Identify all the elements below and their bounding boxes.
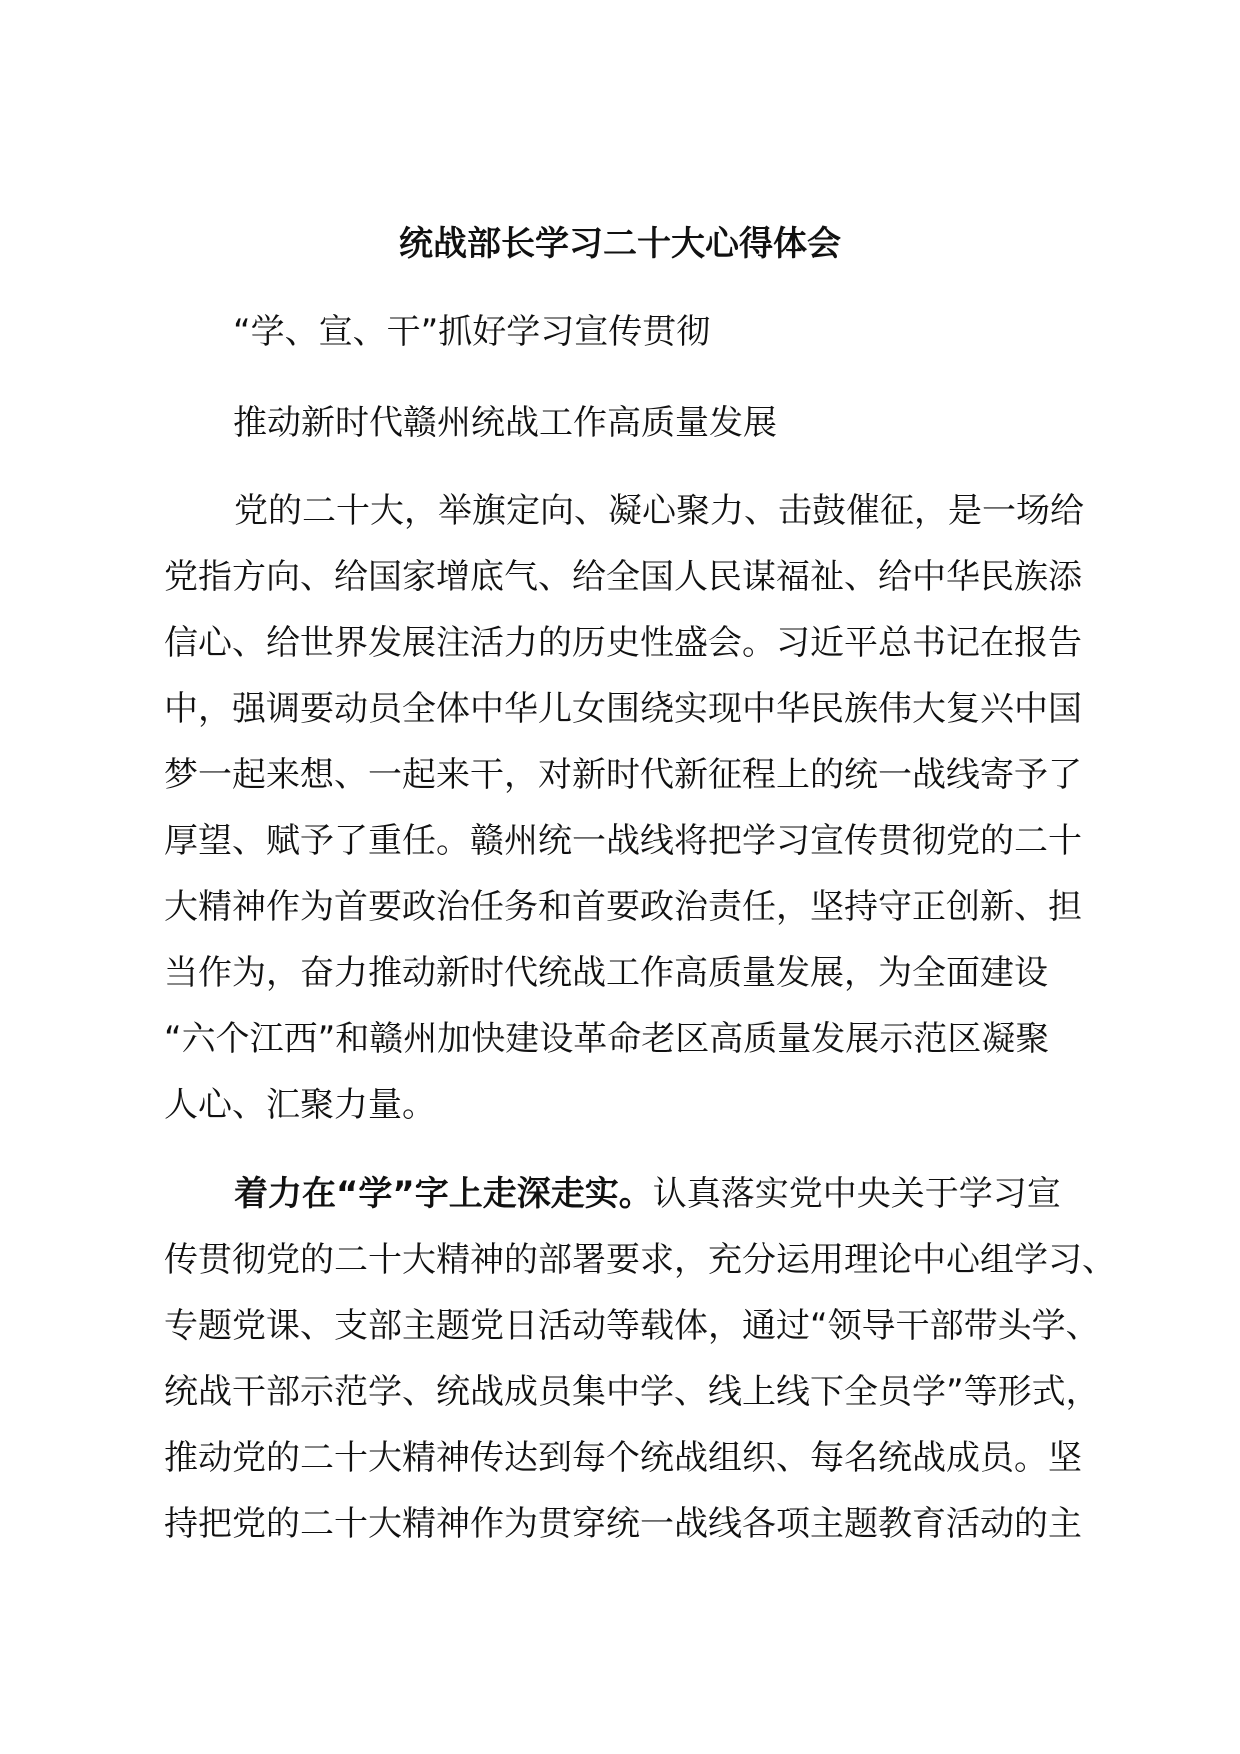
paragraph-line: 人心、汇聚力量。 [164, 1085, 436, 1125]
paragraph-line: 党的二十大，举旗定向、凝心聚力、击鼓催征，是一场给 [234, 491, 1084, 531]
paragraph-line: 当作为，奋力推动新时代统战工作高质量发展，为全面建设 [164, 953, 1048, 993]
paragraph-line: “六个江西”和赣州加快建设革命老区高质量发展示范区凝聚 [164, 1019, 1050, 1059]
subtitle-line: “学、宣、干”抓好学习宣传贯彻 [233, 312, 711, 352]
paragraph-line: 党指方向、给国家增底气、给全国人民谋福祉、给中华民族添 [164, 557, 1082, 597]
paragraph-line: 梦一起来想、一起来干，对新时代新征程上的统一战线寄予了 [164, 755, 1082, 795]
document-title: 统战部长学习二十大心得体会 [399, 224, 841, 264]
paragraph-line: 大精神作为首要政治任务和首要政治责任，坚持守正创新、担 [164, 887, 1082, 927]
paragraph-line: 厚望、赋予了重任。赣州统一战线将把学习宣传贯彻党的二十 [164, 821, 1082, 861]
subtitle-line: 推动新时代赣州统战工作高质量发展 [233, 403, 777, 443]
paragraph-line: 统战干部示范学、统战成员集中学、线上线下全员学”等形式， [164, 1372, 1100, 1412]
paragraph-first-line [164, 1161, 1114, 1227]
paragraph-line: 推动党的二十大精神传达到每个统战组织、每名统战成员。坚 [164, 1438, 1082, 1478]
paragraph-line: 传贯彻党的二十大精神的部署要求，充分运用理论中心组学习、 [164, 1240, 1116, 1280]
paragraph-heading: 着力在“学”字上走深走实。 [234, 1174, 653, 1214]
paragraph-line: 持把党的二十大精神作为贯穿统一战线各项主题教育活动的主 [164, 1504, 1082, 1544]
paragraph-line: 专题党课、支部主题党日活动等载体，通过“领导干部带头学、 [164, 1306, 1100, 1346]
body-paragraph-2 [164, 1161, 1114, 1557]
paragraph-line-rest: 认真落实党中央关于学习宣 [652, 1174, 1061, 1214]
paragraph-line: 信心、给世界发展注活力的历史性盛会。习近平总书记在报告 [164, 623, 1082, 663]
paragraph-line: 中，强调要动员全体中华儿女围绕实现中华民族伟大复兴中国 [164, 689, 1082, 729]
body-paragraph-1 [164, 478, 1114, 1138]
